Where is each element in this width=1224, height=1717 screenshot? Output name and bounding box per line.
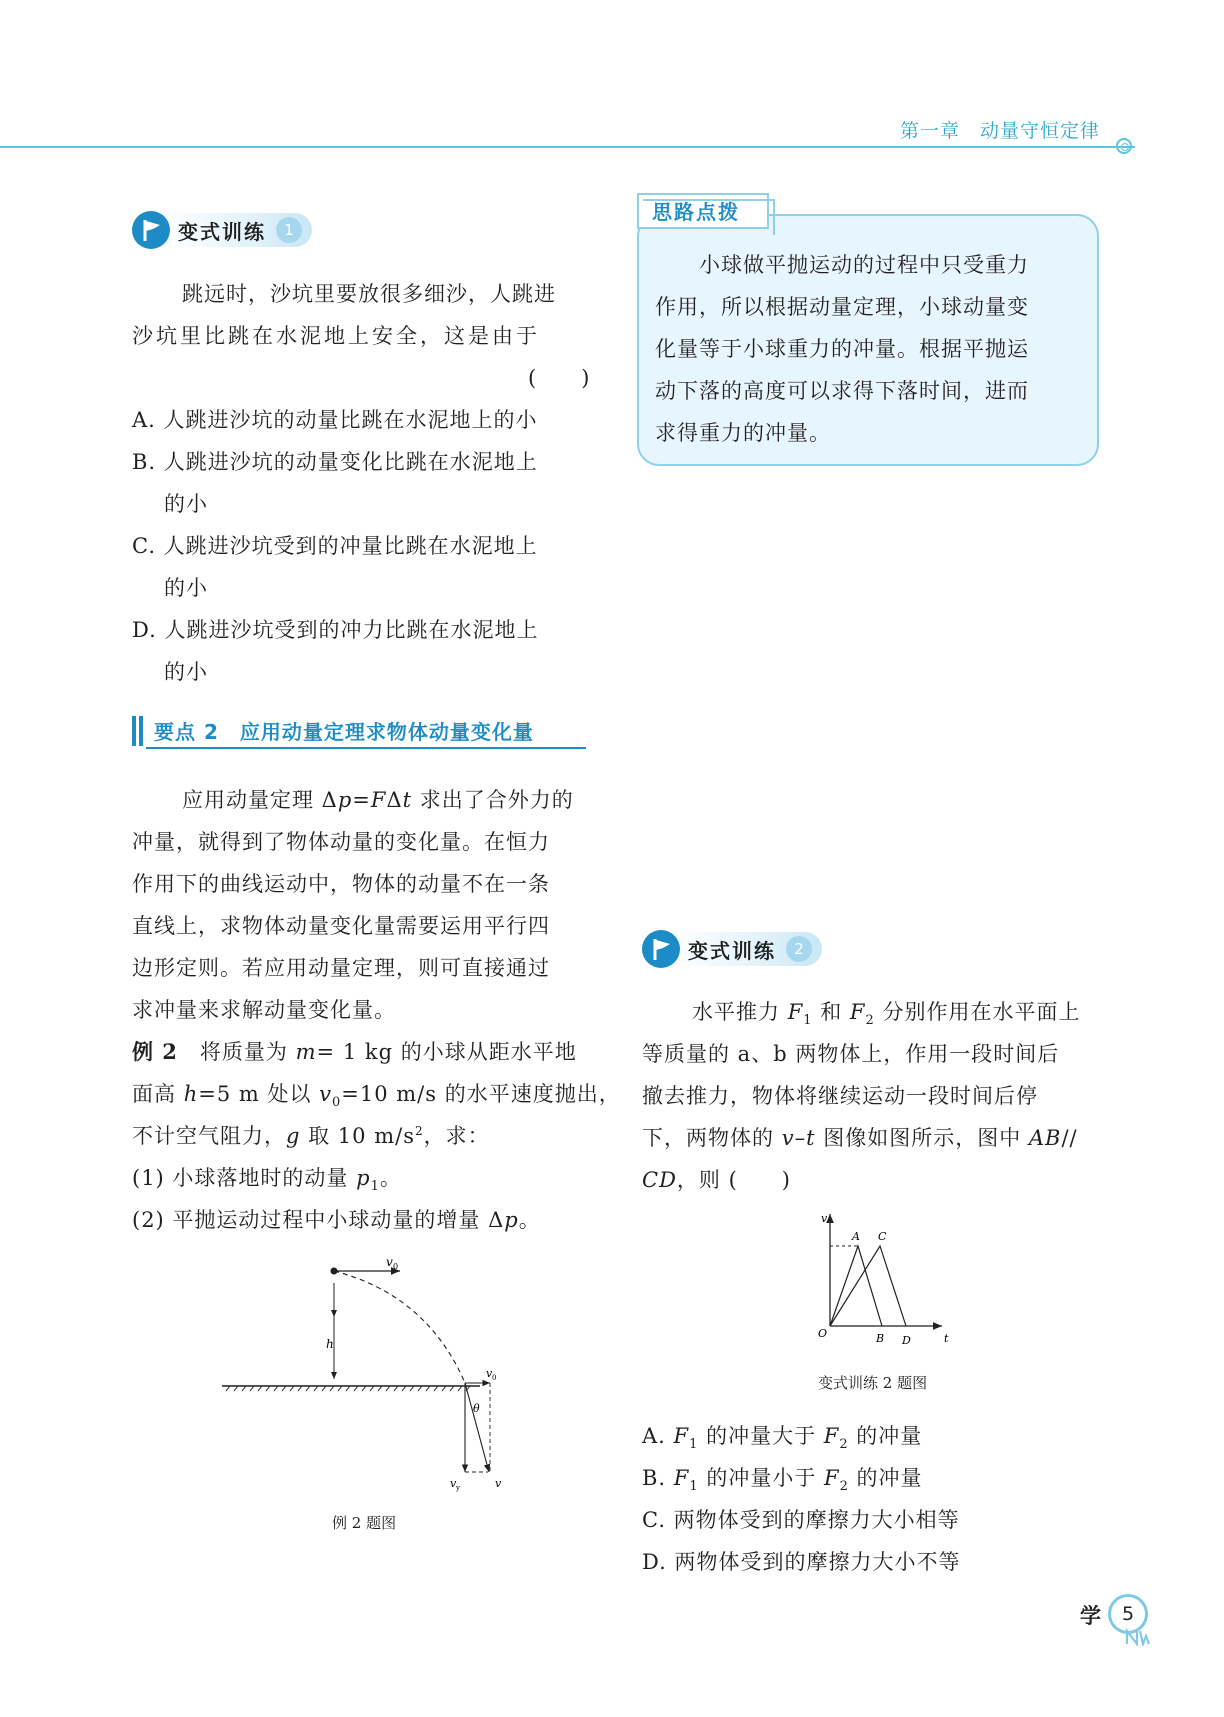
exercise-2-stem-line-4: 下，两物体的 v–t 图像如图所示，图中 AB// xyxy=(642,1126,1078,1150)
exercise-2-stem-line-3: 撤去推力，物体将继续运动一段时间后停 xyxy=(642,1084,1038,1108)
point-c-label: C xyxy=(878,1230,887,1243)
tip-label: 思路点拨 xyxy=(652,200,740,224)
t-axis-label: t xyxy=(944,1332,949,1345)
projectile-figure xyxy=(222,1255,522,1495)
answer-blank: ( ) xyxy=(528,366,591,390)
tip-line: 作用，所以根据动量定理，小球动量变 xyxy=(655,295,1029,319)
chapter-header xyxy=(900,116,1100,143)
exercise-1-stem-line-1: 跳远时，沙坑里要放很多细沙，人跳进 xyxy=(182,282,556,306)
v0-subscript: 0 xyxy=(393,1262,399,1271)
v0-label: v xyxy=(386,1255,393,1269)
keypoint-header xyxy=(132,716,592,748)
keypoint-body-line-6: 求冲量来求解动量变化量。 xyxy=(132,998,396,1022)
v-axis-label: v xyxy=(821,1212,828,1225)
exercise-2-option-a[interactable]: A. $F_1$ 的冲量大于 $F_2$ 的冲量 xyxy=(642,1424,923,1453)
vy-subscript: y xyxy=(456,1484,460,1492)
keypoint-bar xyxy=(139,716,143,746)
footer-xue: 学 xyxy=(1080,1604,1101,1628)
keypoint-bar xyxy=(132,716,136,746)
chapter-number: 第一章 xyxy=(900,120,961,142)
keypoint-body-line-5: 边形定则。若应用动量定理，则可直接通过 xyxy=(132,956,550,980)
keypoint-underline xyxy=(146,747,586,749)
exercise-1-option-b-cont: 的小 xyxy=(164,492,208,516)
chapter-title: 动量守恒定律 xyxy=(980,120,1101,142)
exercise-1-option-b[interactable]: B. 人跳进沙坑的动量变化比跳在水泥地上 xyxy=(132,450,538,474)
ground-hatching xyxy=(226,1386,470,1391)
exercise-tag-label: 变式训练 xyxy=(178,219,266,244)
exercise-1-option-c[interactable]: C. 人跳进沙坑受到的冲量比跳在水泥地上 xyxy=(132,534,538,558)
keypoint-body-line-4: 直线上，求物体动量变化量需要运用平行四 xyxy=(132,914,550,938)
exercise-1-option-a[interactable]: A. 人跳进沙坑的动量比跳在水泥地上的小 xyxy=(132,408,538,432)
example-2-line-1: 例 2 将质量为 m= 1 kg 的小球从距水平地 xyxy=(132,1039,577,1064)
example-2-line-3: 不计空气阻力，g 取 10 $m/s^2$，求： xyxy=(132,1124,490,1148)
tip-line: 小球做平抛运动的过程中只受重力 xyxy=(655,253,1029,277)
exercise-2-figure-caption: 变式训练 2 题图 xyxy=(818,1374,928,1392)
point-b-label: B xyxy=(876,1332,885,1345)
example-label: 例 2 xyxy=(132,1039,178,1064)
exercise-tag-label: 变式训练 xyxy=(688,938,776,963)
example-2-question-2: (2) 平抛运动过程中小球动量的增量 Δp。 xyxy=(132,1208,541,1232)
exercise-2-stem-line-5: CD，则 ( ) xyxy=(642,1168,791,1192)
exercise-2-stem-line-1: 水平推力 $F_1$ 和 $F_2$ 分别作用在水平面上 xyxy=(692,1000,1081,1029)
example-2-question-1: (1) 小球落地时的动量 $p_1$。 xyxy=(132,1166,402,1195)
tip-text xyxy=(655,244,1029,454)
header-rule xyxy=(0,146,1135,148)
v-arrow xyxy=(465,1383,489,1472)
flag-icon xyxy=(132,211,170,249)
page-number: 5 xyxy=(1121,1603,1135,1625)
exercise-2-tag xyxy=(642,929,822,969)
keypoint-title: 要点 2 应用动量定理求物体动量变化量 xyxy=(154,720,534,744)
keypoint-body-line-2: 冲量，就得到了物体动量的变化量。在恒力 xyxy=(132,830,550,854)
origin-label: O xyxy=(818,1327,828,1340)
v-label: v xyxy=(495,1477,502,1490)
trajectory-curve xyxy=(334,1271,465,1383)
tip-line: 动下落的高度可以求得下落时间，进而 xyxy=(655,379,1029,403)
point-a-label: A xyxy=(852,1230,860,1243)
exercise-1-stem-line-2: 沙坑里比跳在水泥地上安全，这是由于 xyxy=(132,324,540,348)
h-label: h xyxy=(326,1337,334,1351)
tip-line: 化量等于小球重力的冲量。根据平抛运 xyxy=(655,337,1029,361)
exercise-2-option-c[interactable]: C. 两物体受到的摩擦力大小相等 xyxy=(642,1508,960,1532)
series-b-line xyxy=(830,1246,906,1326)
exercise-2-option-d[interactable]: D. 两物体受到的摩擦力大小不等 xyxy=(642,1550,961,1574)
exercise-number-badge: 1 xyxy=(276,217,302,243)
flag-icon xyxy=(642,930,680,968)
footer-logo-icon xyxy=(1124,1628,1150,1646)
landing-v0-label: v xyxy=(486,1367,493,1380)
vt-graph xyxy=(810,1208,960,1353)
example-2-figure-caption: 例 2 题图 xyxy=(332,1514,397,1532)
exercise-number-badge: 2 xyxy=(786,936,812,962)
header-circle-ornament xyxy=(1116,138,1132,154)
exercise-2-stem-line-2: 等质量的 a、b 两物体上，作用一段时间后 xyxy=(642,1042,1060,1066)
tip-line: 求得重力的冲量。 xyxy=(655,421,831,445)
keypoint-body-line-3: 作用下的曲线运动中，物体的动量不在一条 xyxy=(132,872,550,896)
point-d-label: D xyxy=(902,1334,911,1347)
landing-v0-subscript: 0 xyxy=(492,1374,497,1382)
exercise-1-tag xyxy=(132,210,312,250)
exercise-1-option-c-cont: 的小 xyxy=(164,576,208,600)
example-2-line-2: 面高 h=5 m 处以 $v_0=10$ m/s 的水平速度抛出， xyxy=(132,1082,621,1111)
exercise-2-option-b[interactable]: B. $F_1$ 的冲量小于 $F_2$ 的冲量 xyxy=(642,1466,923,1495)
keypoint-body-line-1: 应用动量定理 Δp=FΔt 求出了合外力的 xyxy=(182,788,574,812)
theta-label: θ xyxy=(473,1402,480,1415)
exercise-1-option-d-cont: 的小 xyxy=(164,660,208,684)
vy-label: v xyxy=(450,1477,457,1490)
exercise-1-option-d[interactable]: D. 人跳进沙坑受到的冲力比跳在水泥地上 xyxy=(132,618,539,642)
